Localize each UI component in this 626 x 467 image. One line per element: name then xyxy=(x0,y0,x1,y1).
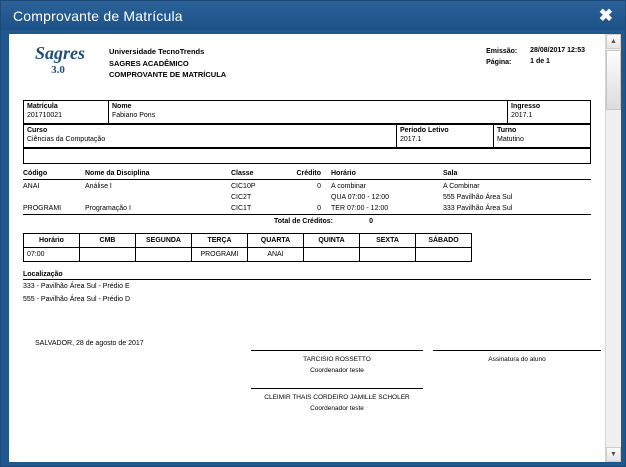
student-row-1 xyxy=(23,100,591,124)
cell-codigo: PROGRAMI xyxy=(23,204,62,212)
window-title: Comprovante de Matrícula xyxy=(13,7,183,24)
cell-sala: A Combinar xyxy=(443,182,480,190)
grade-col-segunda: SEGUNDA xyxy=(136,233,192,247)
signature-area xyxy=(23,340,591,430)
sagres-logo xyxy=(23,44,95,76)
disciplinas-table xyxy=(23,170,591,213)
cell-matricula xyxy=(24,101,109,124)
cell-nome xyxy=(109,101,508,124)
nome-value: Fabiano Pons xyxy=(112,112,156,120)
cell-classe: CIC2T xyxy=(231,193,252,201)
grade-col-quinta: QUINTA xyxy=(304,233,360,247)
cell-ingresso xyxy=(508,101,591,124)
grade-cell-sexta xyxy=(360,247,416,261)
cell-nome-disciplina: Programação I xyxy=(85,204,131,212)
grade-col-terca: TERÇA xyxy=(192,233,248,247)
student-row-blank xyxy=(23,148,591,164)
col-codigo: Código xyxy=(23,170,85,180)
cell-horario: QUA 07:00 - 12:00 xyxy=(331,193,389,201)
organization-block xyxy=(95,44,226,81)
logo-version: 3.0 xyxy=(51,64,65,76)
localizacao-line: 333 - Pavilhão Área Sul - Prédio E xyxy=(23,282,130,290)
grade-header-row xyxy=(24,233,472,247)
cell-nome-disciplina xyxy=(85,191,231,202)
cell-periodo xyxy=(397,124,494,147)
logo-text: Sagres xyxy=(35,43,86,63)
grade-col-cmb: CMB xyxy=(80,233,136,247)
grade-cell-segunda xyxy=(136,247,192,261)
signature-role: Coordenador teste xyxy=(310,404,364,412)
cell-nome-disciplina: Análise I xyxy=(85,182,112,190)
turno-label: Turno xyxy=(497,126,517,134)
viewer-body xyxy=(1,30,625,466)
grade-col-sabado: SÁBADO xyxy=(416,233,472,247)
cell-sala: 555 Pavilhão Área Sul xyxy=(443,193,513,201)
col-horario: Horário xyxy=(331,170,443,180)
cell-codigo xyxy=(23,191,85,202)
curso-label: Curso xyxy=(27,126,48,134)
cell-horario: A combinar xyxy=(331,182,367,190)
cell-credito xyxy=(283,191,331,202)
org-line-3: COMPROVANTE DE MATRÍCULA xyxy=(109,70,227,80)
meta-row-emissao xyxy=(486,46,585,57)
grade-col-quarta: QUARTA xyxy=(248,233,304,247)
vertical-scrollbar[interactable] xyxy=(605,34,621,462)
total-creditos-value: 0 xyxy=(369,217,373,225)
periodo-label: Período Letivo xyxy=(400,126,449,134)
grade-horario-table xyxy=(23,233,472,262)
cell-turno xyxy=(494,124,591,147)
window-titlebar xyxy=(1,1,625,30)
grade-cell-quarta: ANAI xyxy=(248,247,304,261)
localizacao-line: 555 - Pavilhão Área Sul - Prédio D xyxy=(23,296,130,303)
emissao-label: Emissão: xyxy=(486,48,518,55)
scrollbar-thumb[interactable] xyxy=(606,50,621,110)
signature-role: Assinatura do aluno xyxy=(488,356,546,364)
table-row xyxy=(24,247,472,261)
document-page xyxy=(9,34,605,462)
grade-cell-quinta xyxy=(304,247,360,261)
signature-name: CLEIMIR THAIS CORDEIRO JAMILLE SCHOLER xyxy=(264,394,410,402)
signature-line xyxy=(433,350,601,352)
table-row xyxy=(23,179,591,191)
localizacao-block xyxy=(23,271,591,307)
cell-horario: TER 07:00 - 12:00 xyxy=(331,204,389,212)
col-sala: Sala xyxy=(443,170,591,180)
grade-col-horario: Horário xyxy=(24,233,80,247)
student-info-block xyxy=(23,100,591,164)
document-header xyxy=(23,44,591,98)
disciplinas-header-row xyxy=(23,170,591,180)
grade-cell-cmb xyxy=(80,247,136,261)
signature-name: TARCISIO ROSSETTO xyxy=(303,356,371,364)
city-date: SALVADOR, 28 de agosto de 2017 xyxy=(35,340,144,348)
ingresso-value: 2017.1 xyxy=(511,112,533,120)
curso-value: Ciências da Computação xyxy=(27,136,106,144)
grade-cell-sabado xyxy=(416,247,472,261)
scroll-down-icon[interactable]: ▼ xyxy=(606,447,621,462)
col-credito: Crédito xyxy=(283,170,331,180)
cell-credito: 0 xyxy=(317,182,321,190)
col-classe: Classe xyxy=(231,170,283,180)
localizacao-title: Localização xyxy=(23,271,591,280)
table-row xyxy=(23,202,591,213)
emissao-value: 28/08/2017 12:53 xyxy=(530,47,585,54)
grade-cell-terca: PROGRAMI xyxy=(192,247,248,261)
signature-coordenador-2 xyxy=(251,388,423,414)
cell-blank xyxy=(24,148,591,163)
meta-row-pagina xyxy=(486,57,585,68)
document-content xyxy=(9,34,605,430)
col-nome: Nome da Disciplina xyxy=(85,170,231,180)
close-icon[interactable]: ✖ xyxy=(598,6,613,25)
pagina-label: Página: xyxy=(486,59,512,67)
total-creditos-label: Total de Créditos: xyxy=(274,217,333,225)
nome-label: Nome xyxy=(112,103,132,110)
table-row xyxy=(23,191,591,202)
pagina-value: 1 de 1 xyxy=(530,58,550,66)
periodo-value: 2017.1 xyxy=(400,136,422,144)
grade-cell-horario: 07:00 xyxy=(24,247,80,261)
cell-classe: CIC10P xyxy=(231,182,256,190)
document-meta xyxy=(486,46,585,68)
signature-role: Coordenador teste xyxy=(310,366,364,374)
turno-value: Matutino xyxy=(497,136,524,144)
cell-curso xyxy=(24,124,397,147)
org-line-2: SAGRES ACADÊMICO xyxy=(109,58,189,68)
cell-credito: 0 xyxy=(317,204,321,212)
student-row-2 xyxy=(23,124,591,148)
org-line-1: Universidade TecnoTrends xyxy=(109,47,205,56)
cell-classe: CIC1T xyxy=(231,204,252,212)
matricula-value: 201710021 xyxy=(27,112,63,120)
matricula-label: Matrícula xyxy=(27,103,58,110)
signature-line xyxy=(251,350,423,352)
ingresso-label: Ingresso xyxy=(511,103,541,110)
cell-sala: 333 Pavilhão Área Sul xyxy=(443,204,513,212)
grade-col-sexta: SEXTA xyxy=(360,233,416,247)
scroll-up-icon[interactable]: ▲ xyxy=(606,34,621,49)
signature-coordenador-1 xyxy=(251,350,423,376)
signature-aluno xyxy=(433,350,601,365)
cell-codigo: ANAI xyxy=(23,182,40,190)
signature-line xyxy=(251,388,423,390)
total-creditos-row xyxy=(23,214,591,225)
